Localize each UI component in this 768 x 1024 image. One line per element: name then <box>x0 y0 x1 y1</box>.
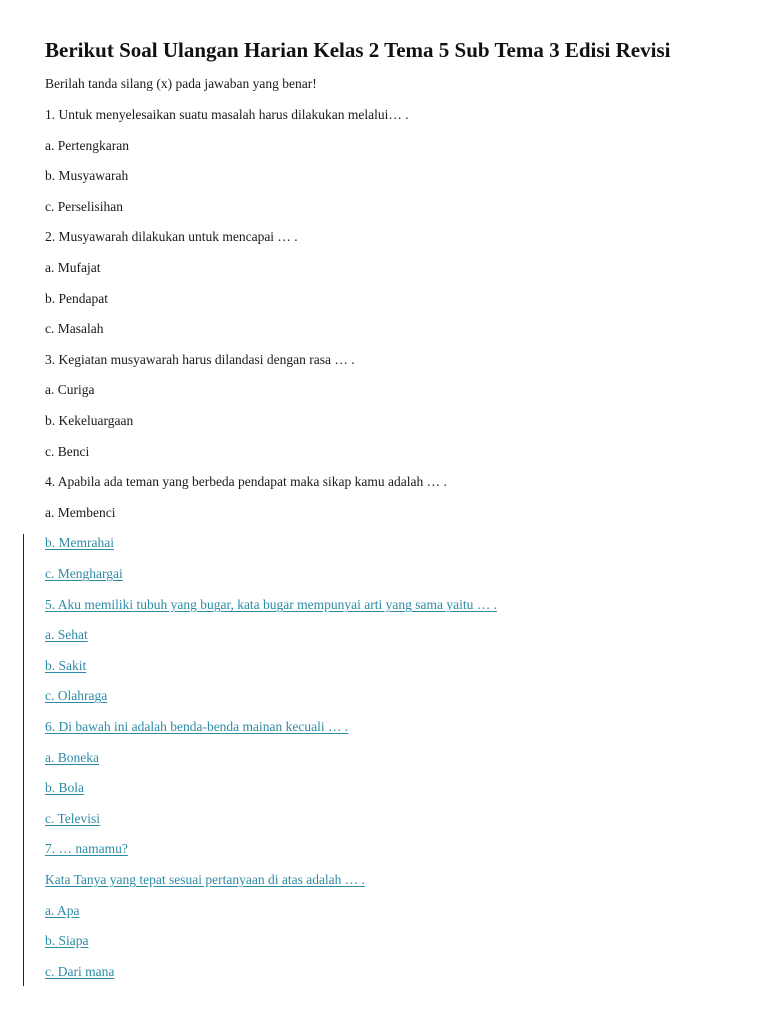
answer-option-a: a. Boneka <box>45 750 99 765</box>
question-4: 4. Apabila ada teman yang berbeda pendapat maka sikap kamu adalah … . <box>45 474 447 489</box>
answer-option-a: a. Membenci <box>45 505 116 520</box>
answer-option-b: b. Siapa <box>45 933 89 948</box>
answer-option-c: c. Televisi <box>45 811 101 826</box>
answer-option-c: c. Perselisihan <box>45 199 123 214</box>
answer-option-b: b. Musyawarah <box>45 168 129 183</box>
question-7: 7. … namamu? <box>45 841 128 856</box>
document-title: Berikut Soal Ulangan Harian Kelas 2 Tema 5 Sub Tema 3 Edisi Revisi <box>45 38 671 62</box>
question-1: 1. Untuk menyelesaikan suatu masalah harus dilakukan melalui… . <box>45 107 409 122</box>
answer-option-c: c. Menghargai <box>45 566 123 581</box>
question-5: 5. Aku memiliki tubuh yang bugar, kata bugar mempunyai arti yang sama yaitu … . <box>45 597 497 612</box>
revision-change-bar <box>23 534 24 986</box>
answer-option-b: b. Pendapat <box>45 291 108 306</box>
question-6: 6. Di bawah ini adalah benda-benda mainan kecuali … . <box>45 719 349 734</box>
instruction-text: Berilah tanda silang (x) pada jawaban yang benar! <box>45 76 317 91</box>
answer-option-c: c. Dari mana <box>45 964 115 979</box>
answer-option-a: a. Curiga <box>45 382 95 397</box>
question-3: 3. Kegiatan musyawarah harus dilandasi dengan rasa … . <box>45 352 355 367</box>
answer-option-b: b. Kekeluargaan <box>45 413 134 428</box>
question-2: 2. Musyawarah dilakukan untuk mencapai … . <box>45 229 298 244</box>
question-text: Kata Tanya yang tepat sesuai pertanyaan di atas adalah … . <box>45 872 366 887</box>
answer-option-b: b. Sakit <box>45 658 87 673</box>
answer-option-a: a. Mufajat <box>45 260 101 275</box>
answer-option-a: a. Apa <box>45 903 80 918</box>
answer-option-a: a. Sehat <box>45 627 88 642</box>
answer-option-b: b. Bola <box>45 780 84 795</box>
answer-option-a: a. Pertengkaran <box>45 138 129 153</box>
answer-option-c: c. Masalah <box>45 321 104 336</box>
answer-option-b: b. Memrahai <box>45 535 114 550</box>
answer-option-c: c. Olahraga <box>45 688 108 703</box>
answer-option-c: c. Benci <box>45 444 90 459</box>
